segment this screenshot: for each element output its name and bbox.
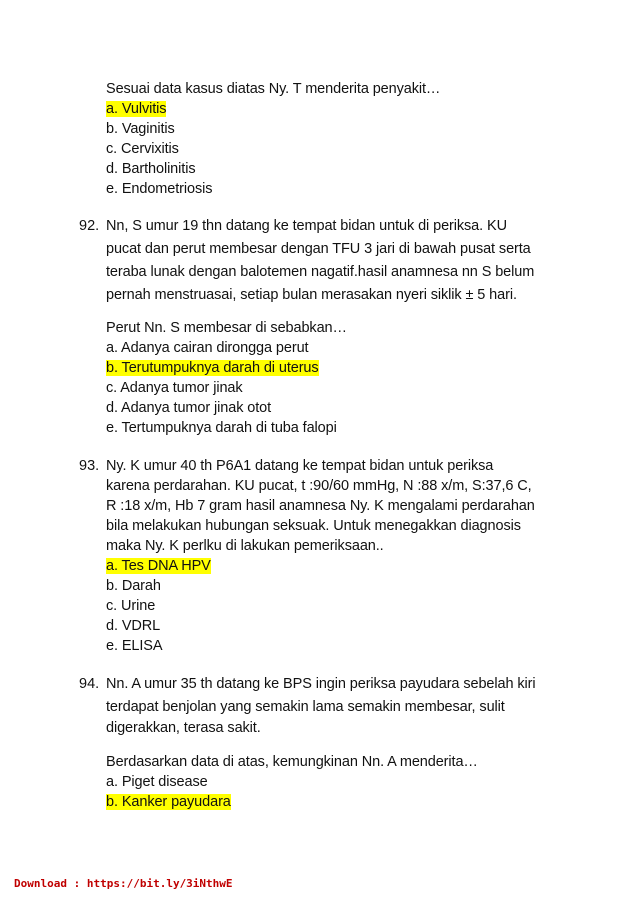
option-d: d. Adanya tumor jinak otot <box>106 400 272 416</box>
question-text-line: Nn. A umur 35 th datang ke BPS ingin periksa payudara sebelah kiri <box>106 676 536 692</box>
question-text-line: digerakkan, terasa sakit. <box>106 720 261 736</box>
highlighted-answer: a. Tes DNA HPV <box>106 558 211 574</box>
question-text-line: pucat dan perut membesar dengan TFU 3 jari di bawah pusat serta <box>106 241 531 257</box>
option-e: e. Tertumpuknya darah di tuba falopi <box>106 420 337 436</box>
question-text-line: Ny. K umur 40 th P6A1 datang ke tempat bidan untuk periksa <box>106 458 494 474</box>
option-a <box>106 99 166 119</box>
question-stem: Perut Nn. S membesar di sebabkan… <box>106 320 347 336</box>
question-text-line: maka Ny. K perlku di lakukan pemeriksaan.. <box>106 538 384 554</box>
option-b: b. Darah <box>106 578 161 594</box>
option-e: e. ELISA <box>106 638 163 654</box>
option-a: a. Piget disease <box>106 774 208 790</box>
question-text-line: teraba lunak dengan balotemen nagatif.hasil anamnesa nn S belum <box>106 264 535 280</box>
question-number: 92. <box>79 218 100 234</box>
option-c: c. Urine <box>106 598 156 614</box>
option-c: c. Cervixitis <box>106 141 179 157</box>
option-e: e. Endometriosis <box>106 181 213 197</box>
option-a <box>106 556 211 576</box>
option-d: d. Bartholinitis <box>106 161 196 177</box>
question-stem: Berdasarkan data di atas, kemungkinan Nn. A menderita… <box>106 754 478 770</box>
option-b: b. Vaginitis <box>106 121 175 137</box>
download-link[interactable]: Download : https://bit.ly/3iNthwE <box>14 877 233 890</box>
question-text-line: pernah menstruasai, setiap bulan merasakan nyeri siklik ± 5 hari. <box>106 287 517 303</box>
question-number: 94. <box>79 676 100 692</box>
question-text-line: R :18 x/m, Hb 7 gram hasil anamnesa Ny. K mengalami perdarahan <box>106 498 535 514</box>
option-d: d. VDRL <box>106 618 161 634</box>
highlighted-answer: b. Kanker payudara <box>106 794 231 810</box>
highlighted-answer: b. Terutumpuknya darah di uterus <box>106 360 319 376</box>
question-text-line: terdapat benjolan yang semakin lama semakin membesar, sulit <box>106 699 505 715</box>
highlighted-answer: a. Vulvitis <box>106 101 167 117</box>
question-number: 93. <box>79 458 100 474</box>
question-text-line: Nn, S umur 19 thn datang ke tempat bidan untuk di periksa. KU <box>106 218 507 234</box>
option-a: a. Adanya cairan dirongga perut <box>106 340 309 356</box>
question-stem: Sesuai data kasus diatas Ny. T menderita penyakit… <box>106 81 441 97</box>
question-text-line: bila melakukan hubungan seksuak. Untuk menegakkan diagnosis <box>106 518 521 534</box>
option-b <box>106 358 319 378</box>
question-text-line: karena perdarahan. KU pucat, t :90/60 mmHg, N :88 x/m, S:37,6 C, <box>106 478 532 494</box>
option-c: c. Adanya tumor jinak <box>106 380 243 396</box>
option-b <box>106 792 231 812</box>
